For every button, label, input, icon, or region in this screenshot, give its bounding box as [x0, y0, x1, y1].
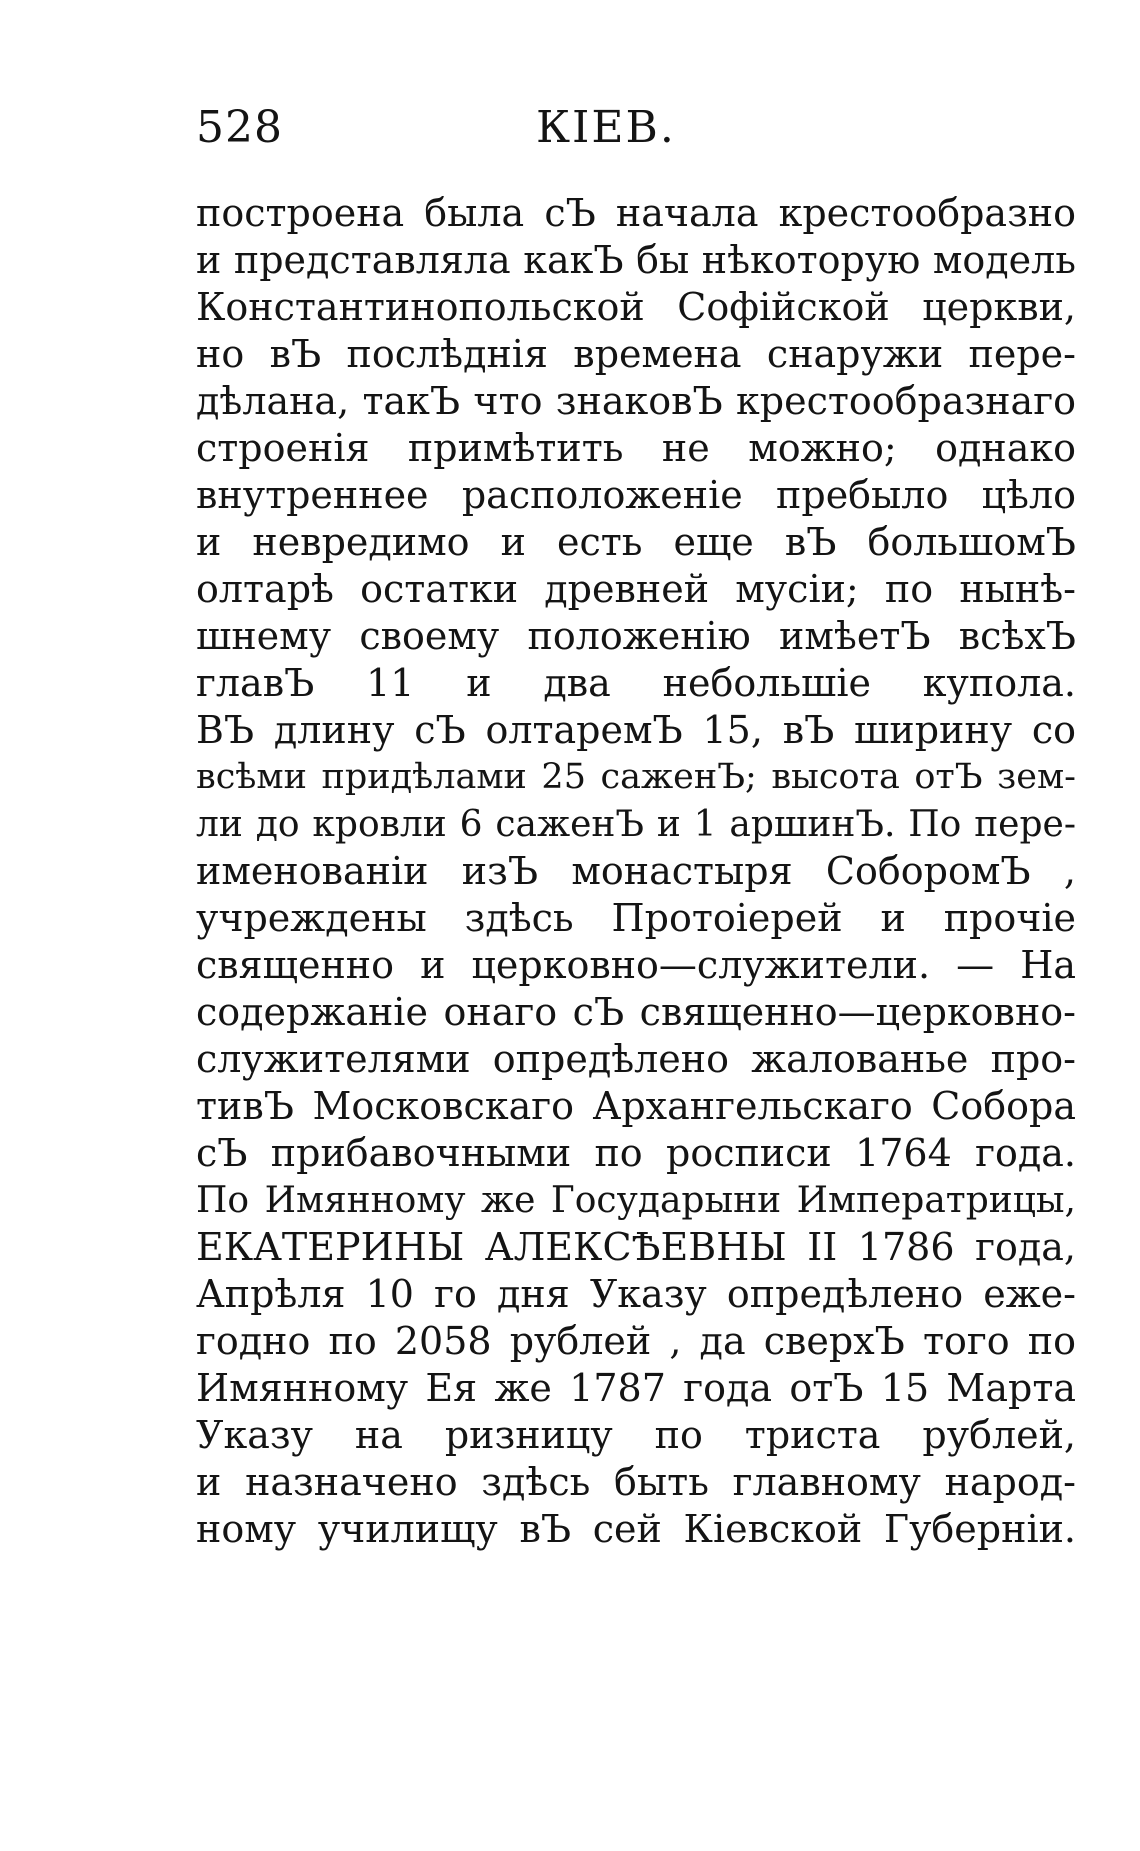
text-line: построена была сЪ начала крестообразно [196, 191, 1076, 235]
text-line: Апрѣля 10 го дня Указу опредѣлено еже- [196, 1272, 1076, 1316]
text-line: учреждены здѣсь Протоіерей и прочіе [196, 896, 1076, 940]
text-line: Константинопольской Софійской церкви, [196, 285, 1076, 329]
running-title: КІЕВ. [536, 102, 676, 153]
text-line: всѣми придѣлами 25 саженЪ; высота отЪ зем- [196, 757, 1076, 797]
text-line: содержаніе онаго сЪ священно—церковно- [196, 990, 1076, 1034]
body-text [196, 190, 1076, 1553]
text-line: и представляла какЪ бы нѣкоторую модель [196, 238, 1076, 282]
page-number: 528 [196, 102, 283, 153]
text-line: и невредимо и есть еще вЪ большомЪ [196, 520, 1076, 564]
text-line: тивЪ Московскаго Архангельскаго Собора [196, 1084, 1076, 1128]
text-line: именованіи изЪ монастыря СоборомЪ , [196, 849, 1076, 893]
text-line: дѣлана, такЪ что знаковЪ крестообразнаго [196, 379, 1076, 423]
text-line: олтарѣ остатки древней мусіи; по нынѣ- [196, 567, 1076, 611]
text-line: и назначено здѣсь быть главному народ- [196, 1460, 1076, 1504]
text-line: ВЪ длину сЪ олтаремЪ 15, вЪ ширину со [196, 708, 1076, 752]
text-line: священно и церковно—служители. — На [196, 943, 1076, 987]
text-line: но вЪ послѣднія времена снаружи пере- [196, 332, 1076, 376]
text-line: ли до кровли 6 саженЪ и 1 аршинЪ. По пере- [196, 804, 1076, 845]
text-line: служителями опредѣлено жалованье про- [196, 1037, 1076, 1081]
text-line: Указу на ризницу по триста рублей, [196, 1413, 1076, 1457]
text-line: годно по 2058 рублей , да сверхЪ того по [196, 1319, 1076, 1363]
text-line: главЪ 11 и два небольшіе купола. [196, 661, 1076, 705]
text-line: Имянному Ея же 1787 года отЪ 15 Марта [196, 1366, 1076, 1410]
text-line: По Имянному же Государыни Императрицы, [196, 1180, 1076, 1221]
text-line: внутреннее расположеніе пребыло цѣло [196, 473, 1076, 517]
text-line: ЕКАТЕРИНЫ АЛЕКСѢЕВНЫ II 1786 года, [196, 1225, 1076, 1269]
text-line: ному училищу вЪ сей Кіевской Губерніи. [196, 1507, 1076, 1551]
running-head [196, 100, 1076, 156]
text-line: строенія примѣтить не можно; однако [196, 426, 1076, 470]
text-line: шнему своему положенію имѣетЪ всѣхЪ [196, 614, 1076, 658]
text-line: сЪ прибавочными по росписи 1764 года. [196, 1131, 1076, 1175]
